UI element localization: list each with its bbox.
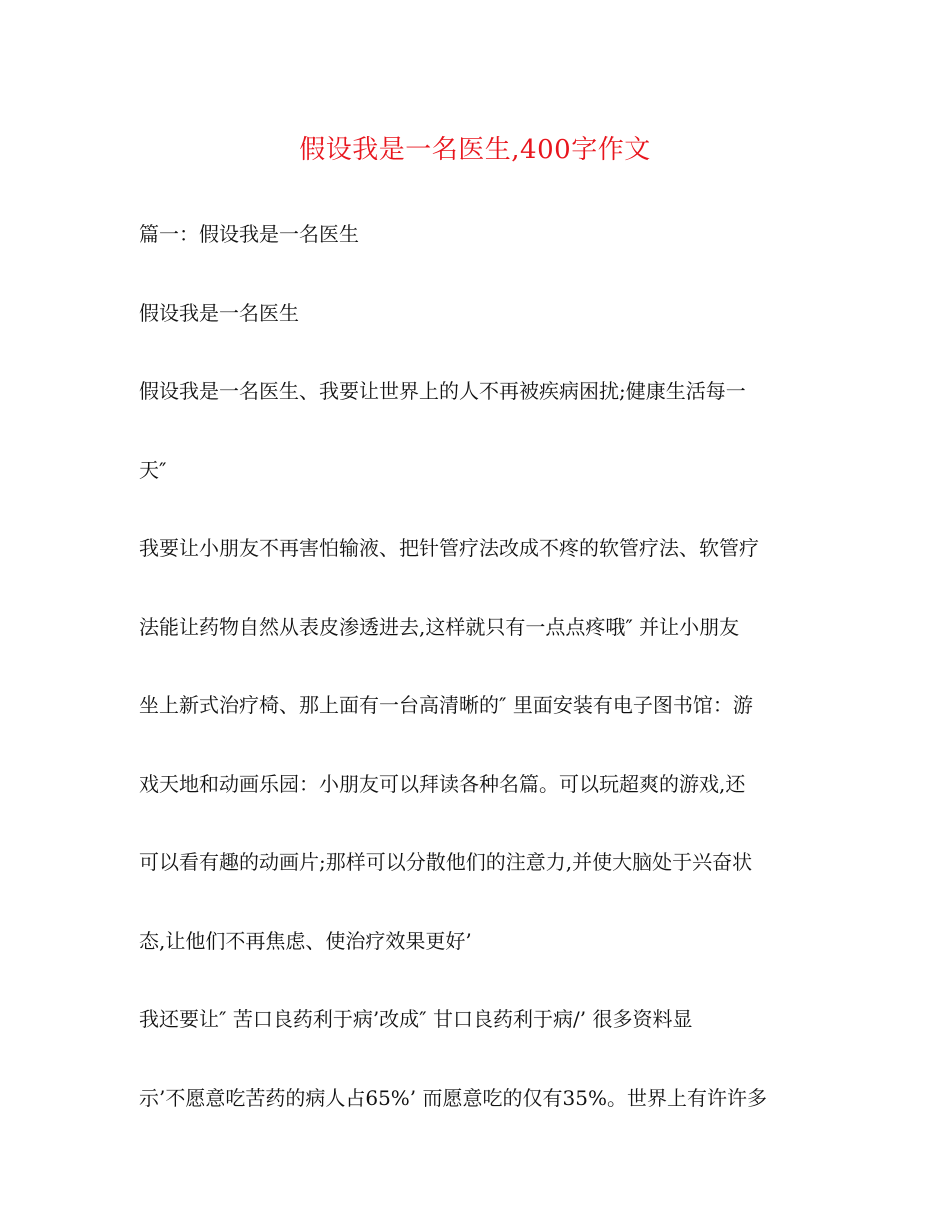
text-line: 态,让他们不再焦虑、使治疗效果更好’ <box>139 928 472 953</box>
text-line: 假设我是一名医生、我要让世界上的人不再被疾病困扰;健康生活每一 <box>139 379 746 403</box>
text-line: 坐上新式治疗椅、那上面有一台高清晰的″ 里面安装有电子图书馆：游 <box>139 693 753 717</box>
text-line: 我还要让″ 苦口良药利于病’改成″ 甘口良药利于病/’ 很多资料显 <box>139 1007 693 1031</box>
text-line: 天″ <box>139 457 167 482</box>
text-line: 篇一：假设我是一名医生 <box>139 222 359 246</box>
document-body <box>139 214 819 1156</box>
text-line: 假设我是一名医生 <box>139 300 299 325</box>
text-line: 法能让药物自然从表皮渗透进去,这样就只有一点点疼哦″ 并让小朋友 <box>139 614 740 639</box>
text-line: 示’不愿意吃苦药的病人占65%’ 而愿意吃的仅有35%。世界上有许许多 <box>139 1085 767 1110</box>
document-title: 假设我是一名医生,400字作文 <box>299 135 651 165</box>
text-line: 我要让小朋友不再害怕输液、把针管疗法改成不疼的软管疗法、软管疗 <box>139 536 759 560</box>
text-line: 可以看有趣的动画片;那样可以分散他们的注意力,并使大脑处于兴奋状 <box>139 850 753 874</box>
text-line: 戏天地和动画乐园：小朋友可以拜读各种名篇。可以玩超爽的游戏,还 <box>139 771 746 796</box>
